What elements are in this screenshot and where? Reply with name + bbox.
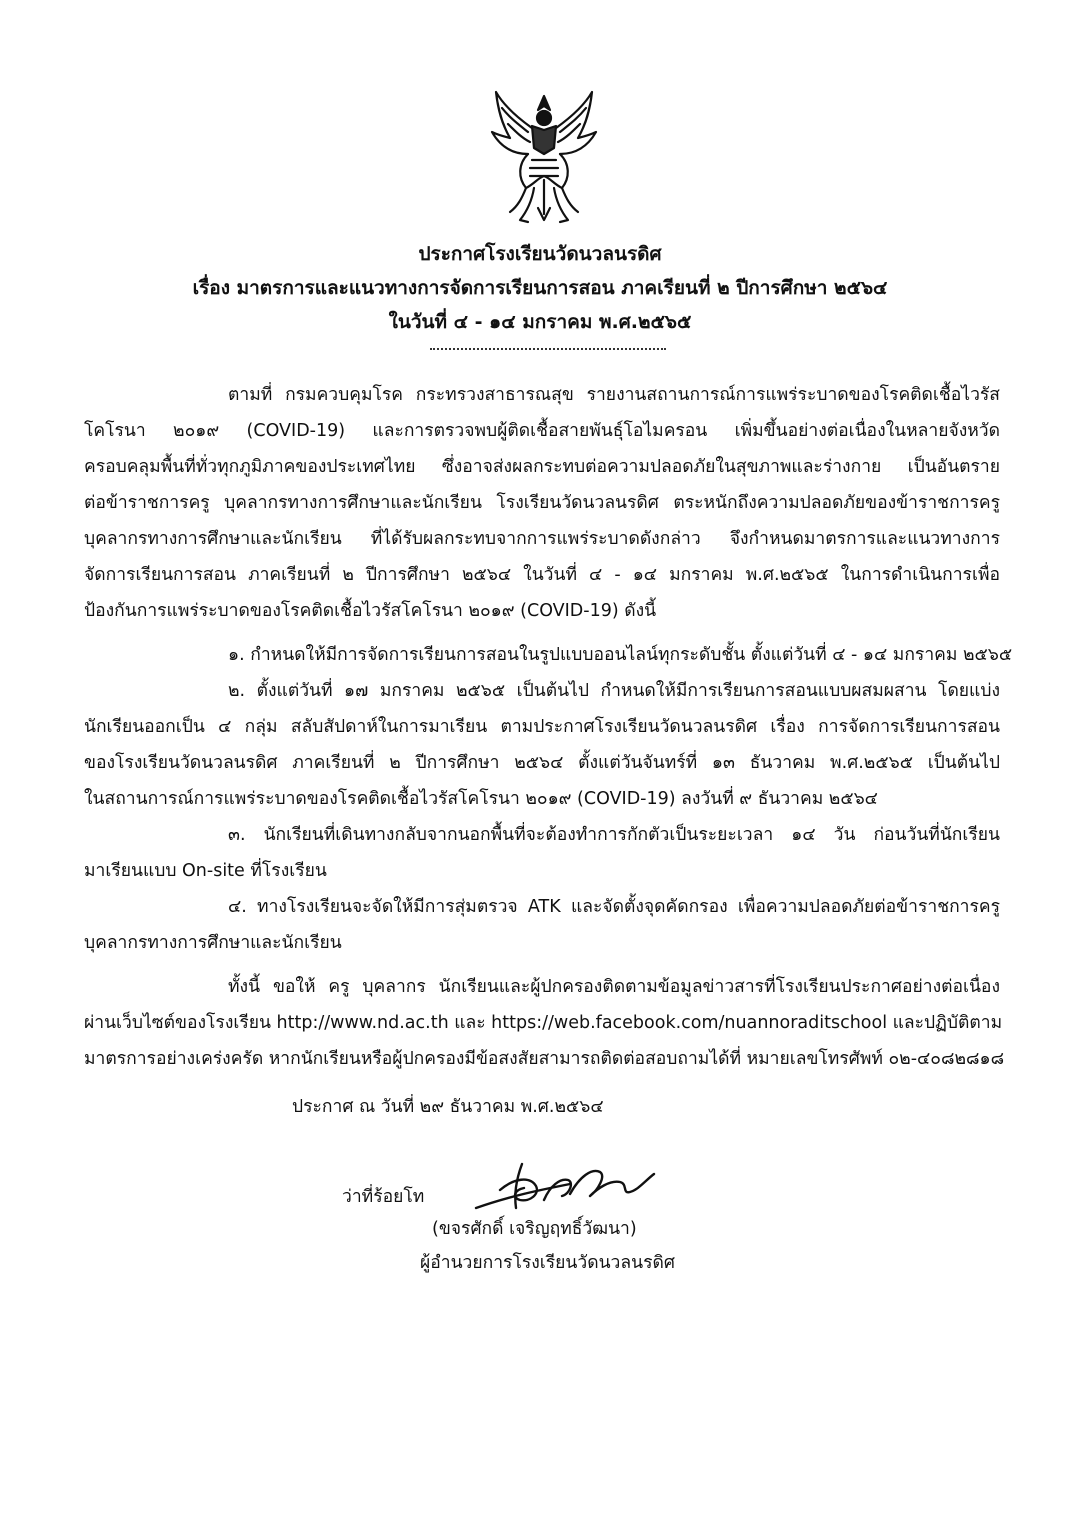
header-divider xyxy=(430,348,666,350)
intro-line: โคโรนา ๒๐๑๙ (COVID-19) และการตรวจพบผู้ติดเชื้อสายพันธุ์โอไมครอน เพิ่มขึ้นอย่างต่อเนื่องในหลายจังหวัด xyxy=(84,421,1000,441)
measure-item-3-cont: มาเรียนแบบ On-site ที่โรงเรียน xyxy=(84,861,327,881)
intro-line: บุคลากรทางการศึกษาและนักเรียน ที่ได้รับผลกระทบจากการแพร่ระบาดดังกล่าว จึงกำหนดมาตรการและแนวทางการ xyxy=(84,529,1000,549)
measure-item-2: ๒. ตั้งแต่วันที่ ๑๗ มกราคม ๒๕๖๕ เป็นต้นไป กำหนดให้มีการเรียนการสอนแบบผสมผสาน โดยแบ่ง xyxy=(228,681,1000,701)
intro-line: จัดการเรียนการสอน ภาคเรียนที่ ๒ ปีการศึกษา ๒๕๖๔ ในวันที่ ๔ - ๑๔ มกราคม พ.ศ.๒๕๖๕ ในการดำเนินการเพื่อ xyxy=(84,565,1000,585)
intro-line: ตามที่ กรมควบคุมโรค กระทรวงสาธารณสุข รายงานสถานการณ์การแพร่ระบาดของโรคติดเชื้อไวรัส xyxy=(228,385,1000,405)
measure-item-2-cont: ในสถานการณ์การแพร่ระบาดของโรคติดเชื้อไวรัสโคโรนา ๒๐๑๙ (COVID-19) ลงวันที่ ๙ ธันวาคม ๒๕๖๔ xyxy=(84,789,878,809)
intro-line: ป้องกันการแพร่ระบาดของโรคติดเชื้อไวรัสโคโรนา ๒๐๑๙ (COVID-19) ดังนี้ xyxy=(84,601,657,621)
intro-line: ครอบคลุมพื้นที่ทั่วทุกภูมิภาคของประเทศไทย ซึ่งอาจส่งผลกระทบต่อความปลอดภัยในสุขภาพและร่างกาย เป็นอันตราย xyxy=(84,457,1000,477)
handwritten-signature xyxy=(470,1150,660,1218)
announcement-title: ประกาศโรงเรียนวัดนวลนรดิศ xyxy=(418,243,662,265)
closing-line: ผ่านเว็บไซต์ของโรงเรียน http://www.nd.ac.th และ https://web.facebook.com/nuannoraditschool และปฏิบัติตาม xyxy=(84,1013,1003,1033)
announcement-period: ในวันที่ ๔ - ๑๔ มกราคม พ.ศ.๒๕๖๕ xyxy=(388,311,692,333)
garuda-emblem-icon xyxy=(488,88,600,230)
announce-date: ประกาศ ณ วันที่ ๒๙ ธันวาคม พ.ศ.๒๕๖๔ xyxy=(292,1097,604,1117)
closing-line: มาตรการอย่างเคร่งครัด หากนักเรียนหรือผู้ปกครองมีข้อสงสัยสามารถติดต่อสอบถามได้ที่ หมายเลขโทรศัพท์ ๐๒-๔๐๘๒๘๑๘ xyxy=(84,1049,1005,1069)
announcement-subject: เรื่อง มาตรการและแนวทางการจัดการเรียนการสอน ภาคเรียนที่ ๒ ปีการศึกษา ๒๕๖๔ xyxy=(192,277,888,299)
signer-position: ผู้อำนวยการโรงเรียนวัดนวลนรดิศ xyxy=(420,1253,675,1273)
measure-item-4-cont: บุคลากรทางการศึกษาและนักเรียน xyxy=(84,933,342,953)
closing-line: ทั้งนี้ ขอให้ ครู บุคลากร นักเรียนและผู้ปกครองติดตามข้อมูลข่าวสารที่โรงเรียนประกาศอย่างต่อเนื่อง xyxy=(228,977,1000,997)
intro-line: ต่อข้าราชการครู บุคลากรทางการศึกษาและนักเรียน โรงเรียนวัดนวลนรดิศ ตระหนักถึงความปลอดภัยของข้าราชการครู xyxy=(84,493,1000,513)
measure-item-3: ๓. นักเรียนที่เดินทางกลับจากนอกพื้นที่จะต้องทำการกักตัวเป็นระยะเวลา ๑๔ วัน ก่อนวันที่นักเรียน xyxy=(228,825,1000,845)
measure-item-2-cont: นักเรียนออกเป็น ๔ กลุ่ม สลับสัปดาห์ในการมาเรียน ตามประกาศโรงเรียนวัดนวลนรดิศ เรื่อง การจัดการเรียนการสอน xyxy=(84,717,1000,737)
measure-item-1: ๑. กำหนดให้มีการจัดการเรียนการสอนในรูปแบบออนไลน์ทุกระดับชั้น ตั้งแต่วันที่ ๔ - ๑๔ มกราคม ๒๕๖๕ xyxy=(228,645,1013,665)
measure-item-2-cont: ของโรงเรียนวัดนวลนรดิศ ภาคเรียนที่ ๒ ปีการศึกษา ๒๕๖๔ ตั้งแต่วันจันทร์ที่ ๑๓ ธันวาคม พ.ศ.๒๕๖๕ เป็นต้นไป xyxy=(84,753,1000,773)
signer-rank: ว่าที่ร้อยโท xyxy=(342,1187,425,1207)
measure-item-4: ๔. ทางโรงเรียนจะจัดให้มีการสุ่มตรวจ ATK และจัดตั้งจุดคัดกรอง เพื่อความปลอดภัยต่อข้าราชการครู xyxy=(228,897,1000,917)
signer-name: (ขจรศักดิ์ เจริญฤทธิ์วัฒนา) xyxy=(432,1219,637,1239)
